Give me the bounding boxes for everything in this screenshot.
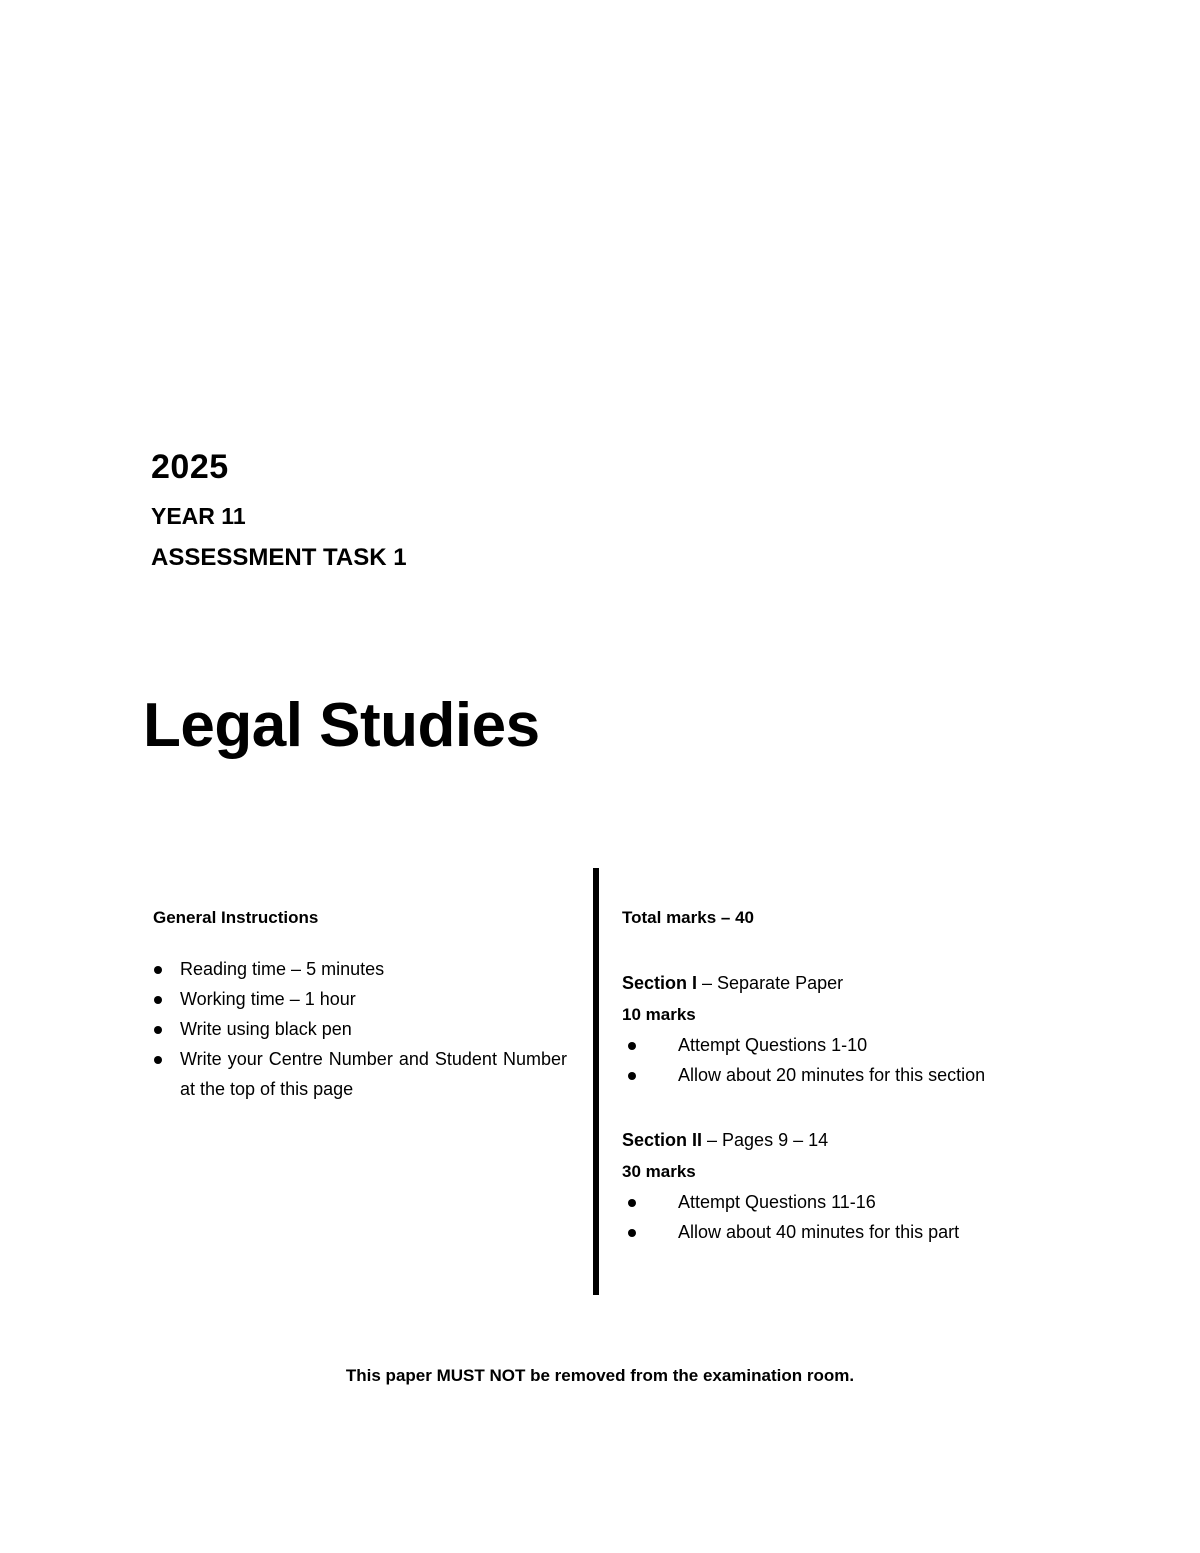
section-2-item bbox=[622, 1217, 1082, 1247]
section-1-item-text: Allow about 20 minutes for this section bbox=[678, 1065, 986, 1085]
general-instructions-heading: General Instructions bbox=[153, 908, 319, 927]
marks-info-panel bbox=[622, 903, 1082, 1247]
section-2-item bbox=[622, 1187, 1082, 1217]
section-1-item bbox=[622, 1060, 1082, 1090]
instruction-text: Working time – 1 hour bbox=[180, 989, 356, 1009]
section-1-heading bbox=[622, 967, 1082, 999]
section-2-list bbox=[622, 1187, 1082, 1247]
section-1-item-text: Attempt Questions 1-10 bbox=[678, 1035, 868, 1055]
section-2-title: Section II bbox=[622, 1130, 703, 1150]
bullet-icon bbox=[154, 1026, 162, 1034]
instruction-text: Write your Centre Number and Student Number at the top of this page bbox=[180, 1049, 567, 1099]
bullet-icon bbox=[154, 966, 162, 974]
section-1-detail: – Separate Paper bbox=[697, 973, 844, 993]
section-2-item-text: Attempt Questions 11-16 bbox=[678, 1192, 876, 1212]
bullet-icon bbox=[628, 1199, 636, 1207]
section-2-item-text: Allow about 40 minutes for this part bbox=[678, 1222, 960, 1242]
bullet-icon bbox=[628, 1072, 636, 1080]
general-instructions-panel bbox=[153, 903, 567, 1104]
instruction-item bbox=[153, 984, 567, 1014]
section-2-detail: – Pages 9 – 14 bbox=[702, 1130, 829, 1150]
bullet-icon bbox=[154, 996, 162, 1004]
section-1-title: Section I bbox=[622, 973, 698, 993]
bullet-icon bbox=[154, 1056, 162, 1064]
assessment-task-title: ASSESSMENT TASK 1 bbox=[151, 544, 407, 571]
general-instructions-list bbox=[153, 954, 567, 1104]
bullet-icon bbox=[628, 1229, 636, 1237]
exam-year: 2025 bbox=[151, 448, 229, 486]
instruction-text: Write using black pen bbox=[180, 1019, 352, 1039]
year-level: YEAR 11 bbox=[151, 503, 246, 529]
section-1-list bbox=[622, 1030, 1082, 1090]
section-1-marks: 10 marks bbox=[622, 1005, 696, 1024]
removal-notice: This paper MUST NOT be removed from the examination room. bbox=[345, 1366, 855, 1385]
subject-title: Legal Studies bbox=[143, 691, 540, 760]
bullet-icon bbox=[628, 1042, 636, 1050]
section-2-marks: 30 marks bbox=[622, 1162, 696, 1181]
column-divider bbox=[593, 868, 599, 1295]
total-marks: Total marks – 40 bbox=[622, 908, 754, 927]
instruction-text: Reading time – 5 minutes bbox=[180, 959, 385, 979]
section-2-heading bbox=[622, 1124, 1082, 1156]
section-1-item bbox=[622, 1030, 1082, 1060]
instruction-item bbox=[153, 1044, 567, 1104]
instruction-item bbox=[153, 954, 567, 984]
instruction-item bbox=[153, 1014, 567, 1044]
